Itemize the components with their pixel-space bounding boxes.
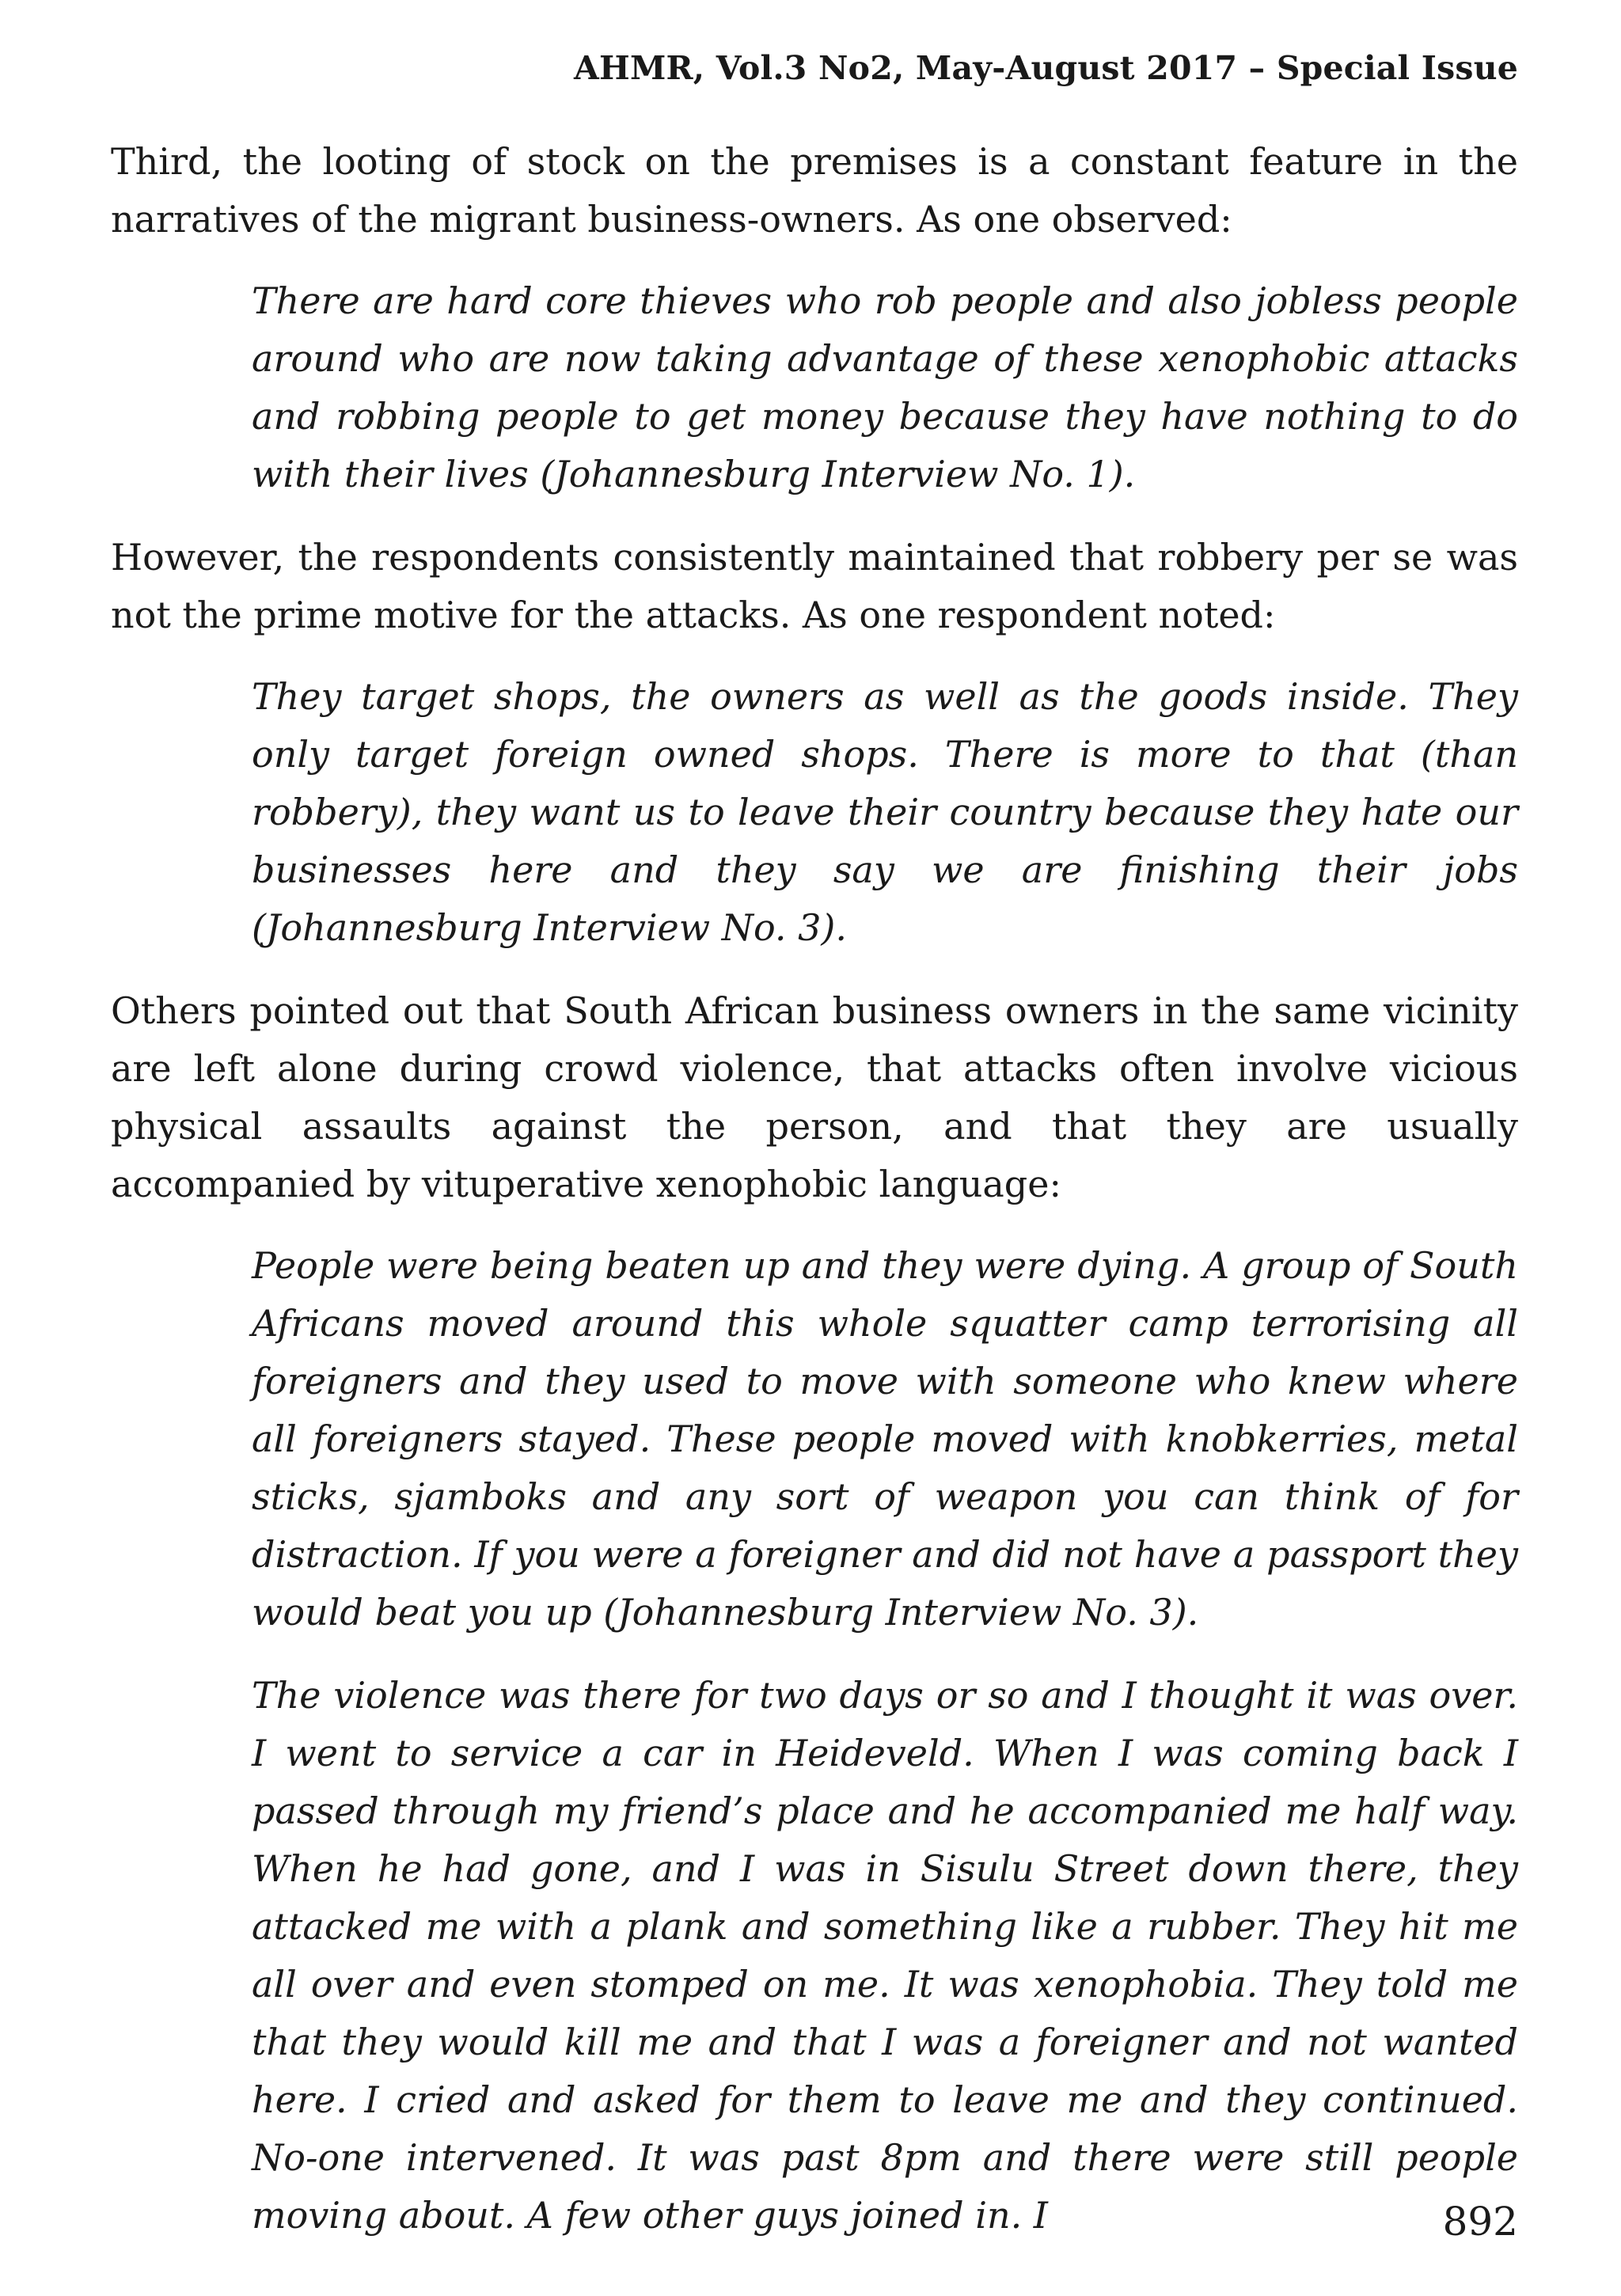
paragraph-crowd-violence: Others pointed out that South African business owners in the same vicinity are left alone during crowd violence, that attacks often involve vicious physical assaults against the person, and that they are usually accompanied by vituperative xenophobic language: bbox=[111, 989, 1518, 1205]
paragraph-robbery-motive: However, the respondents consistently maintained that robbery per se was not the prime motive for the attacks. As one respondent noted: bbox=[111, 536, 1518, 636]
body-text bbox=[111, 133, 1518, 2270]
block-quote-heideveld: The violence was there for two days or so and I thought it was over. I went to service a car in Heideveld. When I was coming back I passed through my friend’s place and he accompanied me half way. When he had gone, and I was in Sisulu Street down there, they attacked me with a plank and something like a rubber. They hit me all over and even stomped on me. It was xenophobia. They told me that they would kill me and that I was a foreigner and not wanted here. I cried and asked for them to leave me and they continued. No-one intervened. It was past 8pm and there were still people moving about. A few other guys joined in. I bbox=[252, 1674, 1518, 2237]
running-header: AHMR, Vol.3 No2, May-August 2017 – Special Issue bbox=[574, 49, 1518, 87]
block-quote-thieves: There are hard core thieves who rob people and also jobless people around who are now taking advantage of these xenophobic attacks and robbing people to get money because they have nothing to do with their lives (Johannesburg Interview No. 1). bbox=[252, 279, 1518, 495]
paragraph-looting: Third, the looting of stock on the premises is a constant feature in the narratives of the migrant business-owners. As one observed: bbox=[111, 140, 1518, 241]
block-quote-beaten-up: People were being beaten up and they were dying. A group of South Africans moved around this whole squatter camp terrorising all foreigners and they used to move with someone who knew where all foreigners stayed. These people moved with knobkerries, metal sticks, sjamboks and any sort of weapon you can think of for distraction. If you were a foreigner and did not have a passport they would beat you up (Johannesburg Interview No. 3). bbox=[252, 1244, 1518, 1634]
page-number: 892 bbox=[1442, 2199, 1518, 2245]
block-quote-target-shops: They target shops, the owners as well as the goods inside. They only target foreign owned shops. There is more to that (than robbery), they want us to leave their country because they hate our businesses here and they say we are finishing their jobs (Johannesburg Interview No. 3). bbox=[252, 675, 1518, 949]
